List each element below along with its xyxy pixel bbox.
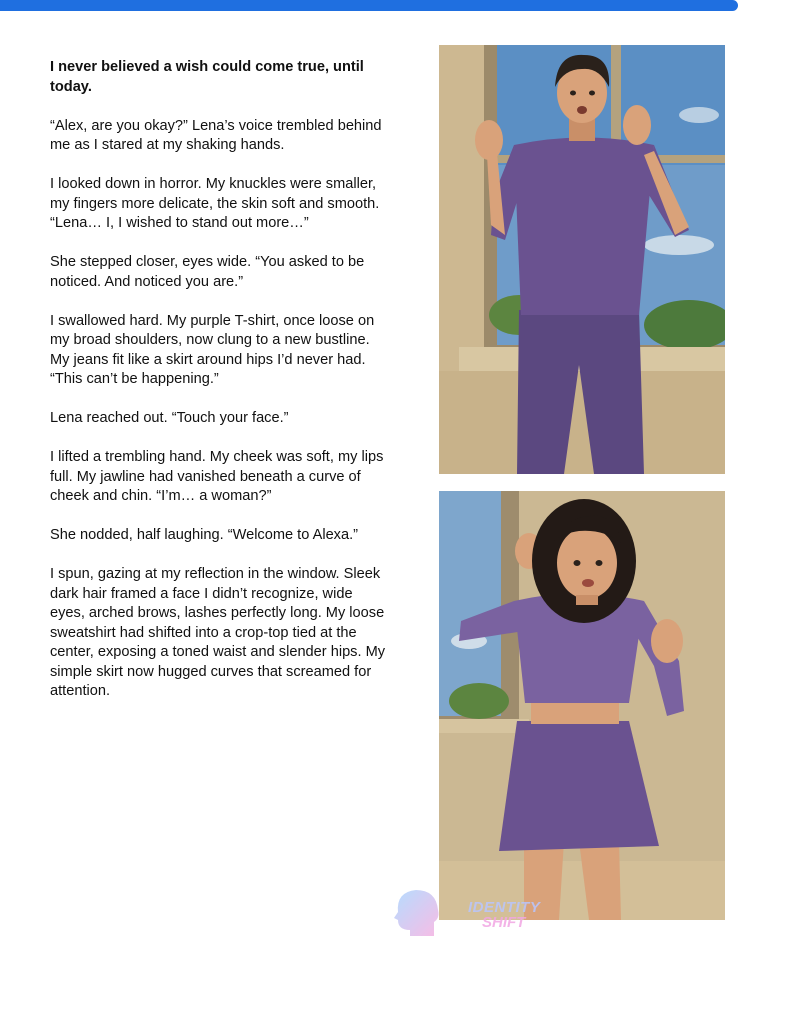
story-paragraph: I lifted a trembling hand. My cheek was soft, my lips full. My jawline had vanished beneath a curve of cheek and chin. “I’m… a woman?”	[50, 449, 384, 504]
story-paragraph: I swallowed hard. My purple T-shirt, once loose on my broad shoulders, now clung to a new bustline. My jeans fit like a skirt around hips I’d never had. “This can’t be happening.”	[50, 312, 375, 387]
watermark-line-2: SHIFT	[482, 914, 526, 931]
story-heading: I never believed a wish could come true, until today.	[50, 59, 364, 95]
story-paragraph: She nodded, half laughing. “Welcome to Alexa.”	[50, 527, 359, 543]
story-paragraph: “Alex, are you okay?” Lena’s voice trembled behind me as I stared at my shaking hands.	[50, 117, 382, 153]
story-text	[50, 58, 390, 721]
identity-shift-watermark	[388, 886, 558, 942]
story-paragraph: I looked down in horror. My knuckles were smaller, my fingers more delicate, the skin soft and smooth. “Lena… I, I wished to stand out more…”	[50, 176, 380, 231]
story-paragraph: Lena reached out. “Touch your face.”	[50, 410, 289, 426]
illustration-man	[439, 45, 725, 474]
watermark-line-1: IDENTITY	[468, 899, 541, 916]
head-silhouette-logo-icon	[388, 886, 448, 942]
story-paragraph: I spun, gazing at my reflection in the window. Sleek dark hair framed a face I didn’t recognize, wide eyes, arched brows, lashes perfectly long. My loose sweatshirt had shifted into a crop-top tied at the center, exposing a toned waist and slender hips. My simple skirt now hugged curves that screamed for attention.	[50, 566, 386, 699]
top-accent-bar	[0, 0, 738, 11]
illustration-woman	[439, 491, 725, 920]
story-paragraph: She stepped closer, eyes wide. “You asked to be noticed. And noticed you are.”	[50, 254, 365, 290]
watermark-text	[468, 900, 540, 930]
